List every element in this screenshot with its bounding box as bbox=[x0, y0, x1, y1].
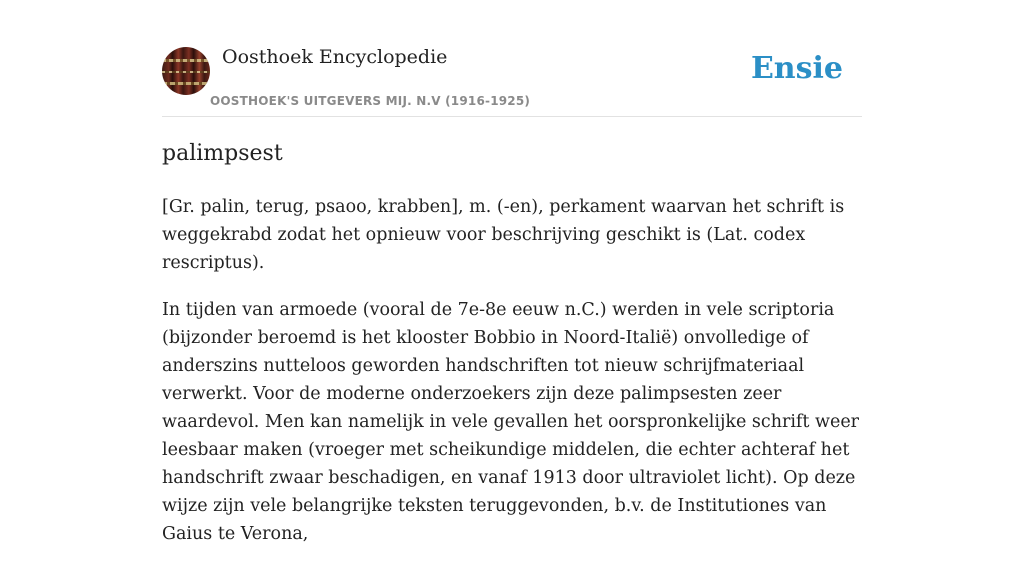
site-name-link[interactable]: Oosthoek Encyclopedie bbox=[222, 46, 448, 68]
book-spine-band bbox=[162, 82, 210, 85]
entry-paragraph: In tijden van armoede (vooral de 7e-8e eeuw n.C.) werden in vele scriptoria (bijzonder beroemd is het klooster Bobbio in Noord-Italië) onvolledige of anderszins nutteloos geworden handschriften tot nieuw schrijfmateriaal verwerkt. Voor de moderne onderzoekers zijn deze palimpsesten zeer waardevol. Men kan namelijk in vele gevallen het oorspronkelijke schrift weer leesbaar maken (vroeger met scheikundige middelen, die echter achteraf het handschrift zwaar beschadigen, en vanaf 1913 door ultraviolet licht). Op deze wijze zijn vele belangrijke teksten teruggevonden, b.v. de Institutiones van Gaius te Verona, bbox=[162, 300, 860, 544]
publisher-label: OOSTHOEK'S UITGEVERS MIJ. N.V (1916-1925) bbox=[210, 94, 531, 108]
entry-title: palimpsest bbox=[162, 141, 283, 166]
book-spine-band bbox=[162, 59, 210, 62]
site-header bbox=[162, 0, 862, 117]
encyclopedia-books-avatar[interactable] bbox=[162, 47, 210, 95]
book-spine-band bbox=[162, 71, 210, 73]
entry-content bbox=[162, 193, 862, 567]
entry-paragraph: [Gr. palin, terug, psaoo, krabben], m. (-en), perkament waarvan het schrift is weggekrabd zodat het opnieuw voor beschrijving geschikt is (Lat. codex rescriptus). bbox=[162, 197, 845, 273]
brand-logo-link[interactable]: Ensie bbox=[750, 51, 843, 86]
page bbox=[162, 0, 862, 544]
